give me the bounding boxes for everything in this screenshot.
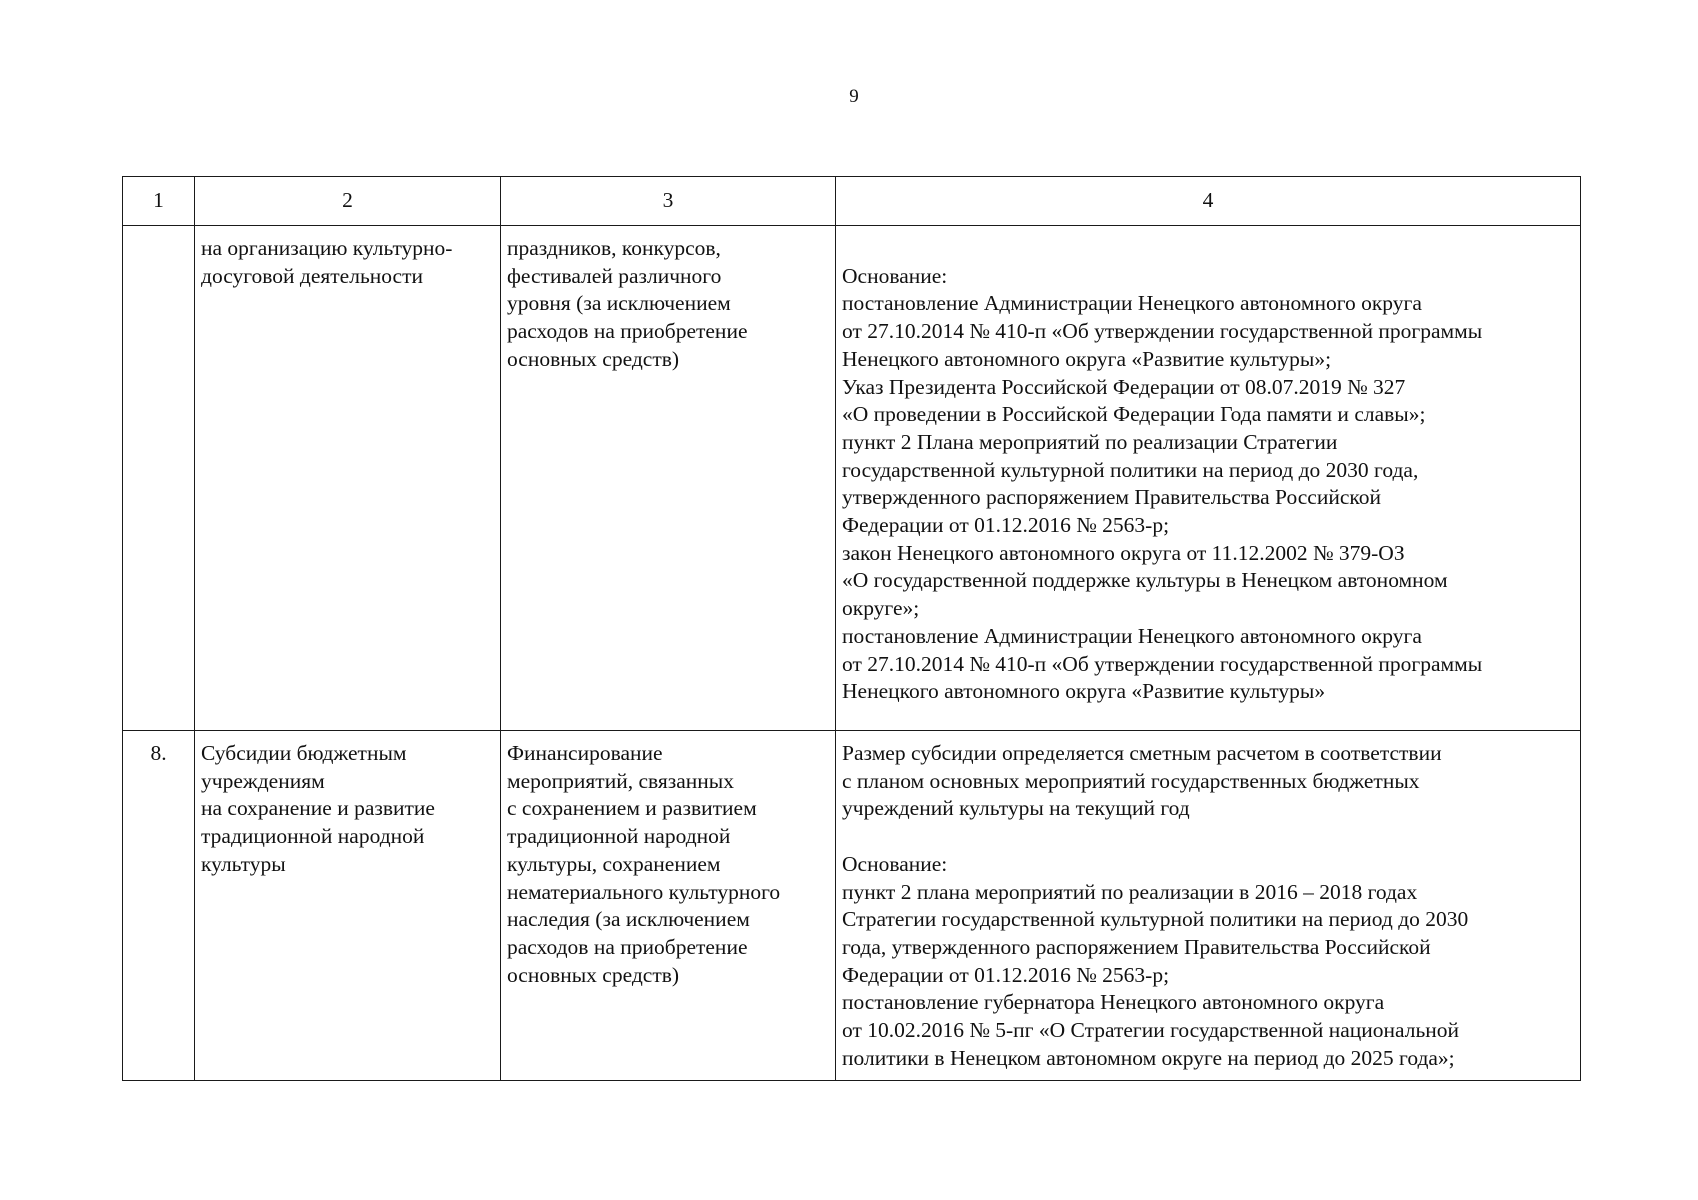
header-cell-2: 2 [195,177,501,226]
text-line: от 27.10.2014 № 410-п «Об утверждении государственной программы [842,319,1483,344]
basis-cell [836,226,1581,731]
text-line: учреждений культуры на текущий год [842,796,1190,821]
text-line: досуговой деятельности [201,263,423,288]
text-line: утвержденного распоряжением Правительства Российской [842,485,1381,510]
text-line: «О государственной поддержке культуры в Ненецком автономном [842,568,1448,593]
text-line: постановление Администрации Ненецкого автономного округа [842,291,1422,316]
text-line: Федерации от 01.12.2016 № 2563-р; [842,962,1170,987]
text-line: Основание: [842,263,948,288]
text-line: расходов на приобретение [507,319,748,344]
text-line: от 10.02.2016 № 5-пг «О Стратегии государственной национальной [842,1018,1460,1043]
text-line: с сохранением и развитием [507,796,757,821]
text-line: наследия (за исключением [507,907,750,932]
text-line: Финансирование [507,741,663,765]
text-line: Стратегии государственной культурной политики на период до 2030 [842,907,1469,932]
regulation-table [122,176,1581,1081]
text-line: Основание: [842,851,948,876]
text-line: постановление губернатора Ненецкого автономного округа [842,990,1385,1015]
text-line: расходов на приобретение [507,934,748,959]
text-line: учреждениям [201,768,325,793]
text-line: традиционной народной [507,824,731,849]
text-line: на организацию культурно- [201,236,453,260]
text-line: пункт 2 Плана мероприятий по реализации Стратегии [842,429,1338,454]
text-line: культуры, сохранением [507,851,721,876]
subsidy-name-cell [195,731,501,1081]
table-row [123,731,1581,1081]
header-cell-4: 4 [836,177,1581,226]
text-line: Ненецкого автономного округа «Развитие культуры» [842,679,1326,704]
text-line: фестивалей различного [507,263,722,288]
subsidy-name-cell [195,226,501,731]
text-line: пункт 2 плана мероприятий по реализации в 2016 – 2018 годах [842,879,1418,904]
text-line: округе»; [842,596,920,621]
basis-lead-text [842,740,1574,823]
text-line: закон Ненецкого автономного округа от 11.12.2002 № 379-ОЗ [842,540,1405,565]
header-cell-3: 3 [501,177,836,226]
basis-text [842,263,1574,706]
header-cell-1: 1 [123,177,195,226]
text-line: традиционной народной [201,824,425,849]
purpose-cell [501,226,836,731]
table-row [123,226,1581,731]
text-line: с планом основных мероприятий государственных бюджетных [842,768,1420,793]
purpose-cell [501,731,836,1081]
paragraph-gap [842,235,1574,263]
basis-cell [836,731,1581,1081]
page-number: 9 [849,86,859,107]
text-line: культуры [201,851,286,876]
text-line: постановление Администрации Ненецкого автономного округа [842,623,1422,648]
basis-text [842,851,1574,1073]
text-line: государственной культурной политики на период до 2030 года, [842,457,1419,482]
text-line: праздников, конкурсов, [507,236,721,260]
text-line: Ненецкого автономного округа «Развитие культуры»; [842,346,1332,371]
text-line: «О проведении в Российской Федерации Года памяти и славы»; [842,402,1426,427]
text-line: мероприятий, связанных [507,768,734,793]
table-header-row [123,177,1581,226]
text-line: Указ Президента Российской Федерации от 08.07.2019 № 327 [842,374,1406,399]
text-line: на сохранение и развитие [201,796,435,821]
text-line: года, утвержденного распоряжением Правительства Российской [842,934,1431,959]
row-number-cell [123,226,195,731]
text-line: нематериального культурного [507,879,781,904]
text-line: Размер субсидии определяется сметным расчетом в соответствии [842,741,1442,765]
paragraph-gap [842,823,1574,851]
text-line: политики в Ненецком автономном округе на период до 2025 года»; [842,1045,1455,1070]
text-line: основных средств) [507,346,680,371]
text-line: уровня (за исключением [507,291,731,316]
text-line: Федерации от 01.12.2016 № 2563-р; [842,513,1170,538]
text-line: от 27.10.2014 № 410-п «Об утверждении государственной программы [842,651,1483,676]
row-number-cell: 8. [123,731,195,1081]
text-line: основных средств) [507,962,680,987]
text-line: Субсидии бюджетным [201,741,407,765]
